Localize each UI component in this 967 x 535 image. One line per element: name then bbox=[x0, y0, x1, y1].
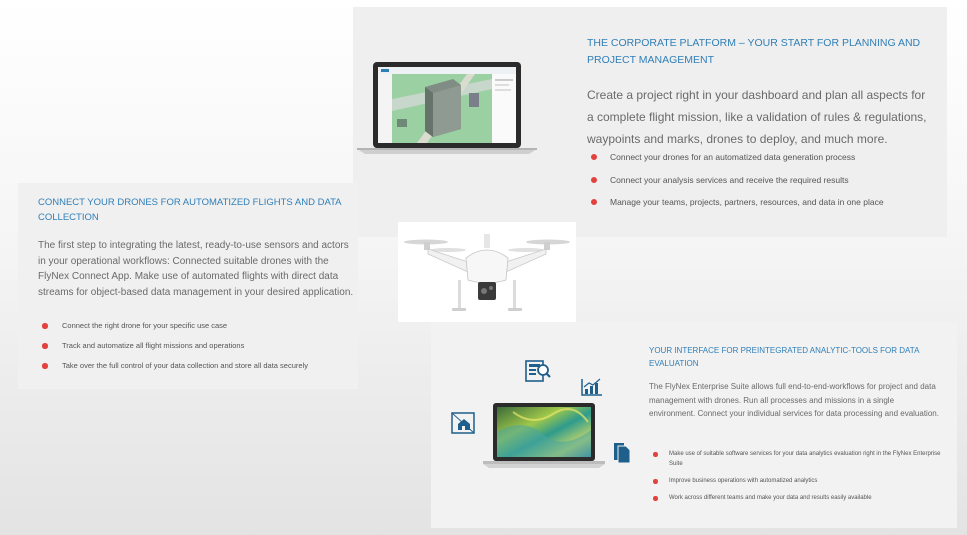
laptop-city-map-image bbox=[357, 59, 537, 159]
bullet-dot-icon bbox=[653, 452, 658, 457]
bullet-dot-icon bbox=[591, 199, 597, 205]
bullet-dot-icon bbox=[591, 154, 597, 160]
analytics-description: The FlyNex Enterprise Suite allows full end-to-end-workflows for project and data management with drones. Run all processes and missions in a single environment. Connect your individual services for data processing and evaluation. bbox=[649, 382, 939, 418]
list-item: Connect your analysis services and receive the required results bbox=[591, 175, 931, 186]
list-item: Take over the full control of your data collection and store all data securely bbox=[42, 361, 360, 371]
analytics-card bbox=[431, 322, 957, 528]
drones-heading: CONNECT YOUR DRONES FOR AUTOMATIZED FLIGHTS AND DATA COLLECTION bbox=[38, 197, 341, 223]
list-item: Manage your teams, projects, partners, resources, and data in one place bbox=[591, 197, 931, 208]
list-item: Improve business operations with automatized analytics bbox=[653, 476, 943, 486]
building-plan-icon bbox=[451, 412, 475, 434]
platform-card bbox=[353, 7, 947, 237]
bullet-dot-icon bbox=[653, 479, 658, 484]
platform-description: Create a project right in your dashboard and plan all aspects for a complete flight mission, like a validation of rules & regulations, waypoints and marks, drones to deploy, and much more. bbox=[587, 88, 927, 146]
drone-image bbox=[398, 222, 576, 322]
platform-heading: THE CORPORATE PLATFORM – YOUR START FOR PLANNING AND PROJECT MANAGEMENT bbox=[587, 37, 921, 66]
list-item: Make use of suitable software services for your data analytics evaluation right in the FlyNex Enterprise Suite bbox=[653, 449, 943, 469]
bullet-dot-icon bbox=[591, 177, 597, 183]
drones-card bbox=[18, 183, 358, 389]
list-item: Track and automatize all flight missions and operations bbox=[42, 341, 360, 351]
drones-description: The first step to integrating the latest, ready-to-use sensors and actors in your operational workflows: Connected suitable drones with the FlyNex Connect App. Make use of automated flights with direct data streams for object-based data management in your desired application. bbox=[38, 240, 354, 298]
analytics-bullet-list bbox=[653, 449, 943, 510]
bullet-dot-icon bbox=[42, 363, 48, 369]
bar-chart-icon bbox=[581, 378, 603, 396]
bullet-dot-icon bbox=[653, 496, 658, 501]
list-item: Work across different teams and make your data and results easily available bbox=[653, 493, 943, 503]
documents-icon bbox=[613, 440, 631, 464]
bullet-dot-icon bbox=[42, 343, 48, 349]
laptop-terrain-image bbox=[483, 402, 605, 468]
drones-bullet-list bbox=[42, 321, 360, 381]
list-item: Connect the right drone for your specific use case bbox=[42, 321, 360, 331]
data-analysis-icon bbox=[525, 358, 551, 384]
list-item: Connect your drones for an automatized data generation process bbox=[591, 152, 931, 163]
platform-bullet-list bbox=[591, 152, 931, 220]
bullet-dot-icon bbox=[42, 323, 48, 329]
analytics-heading: YOUR INTERFACE FOR PREINTEGRATED ANALYTIC-TOOLS FOR DATA EVALUATION bbox=[649, 346, 919, 368]
